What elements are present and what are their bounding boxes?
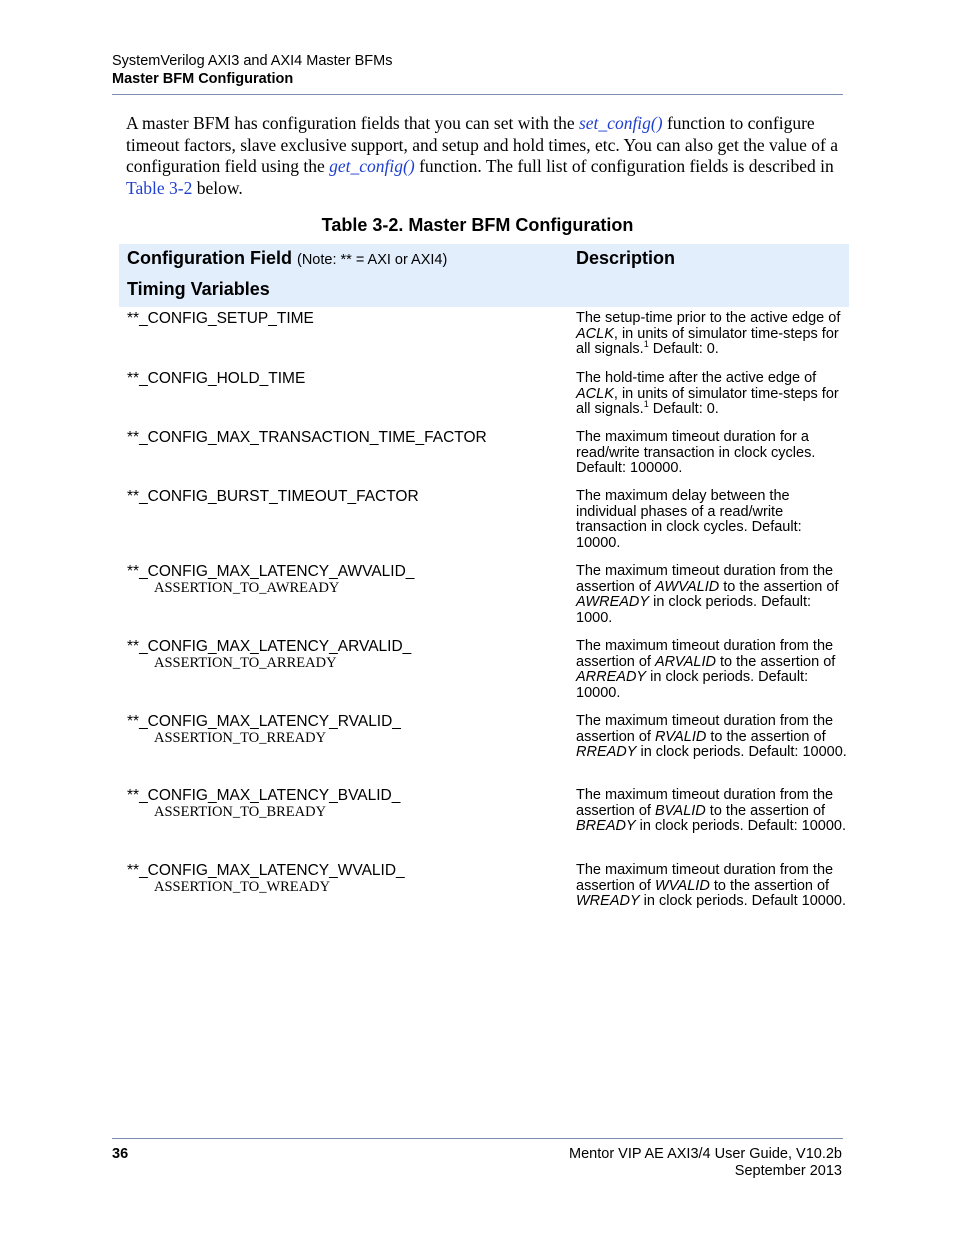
signal-name: RREADY	[576, 744, 637, 761]
footer-divider	[112, 1138, 843, 1139]
description-text: to the assertion of	[716, 653, 836, 670]
footnote-marker: 1	[643, 339, 649, 350]
signal-name: AWVALID	[655, 578, 720, 595]
set-config-link[interactable]: set_config()	[578, 113, 663, 133]
config-field-name-part2: ASSERTION_TO_BREADY	[154, 804, 327, 820]
intro-text: below.	[192, 177, 243, 198]
column-header-field	[127, 248, 447, 269]
description-text: in clock periods. Default: 10000.	[576, 669, 809, 702]
config-field-description	[576, 788, 848, 835]
config-field-description	[576, 863, 848, 910]
config-field-name: **_CONFIG_BURST_TIMEOUT_FACTOR	[127, 488, 419, 505]
config-field-name: **_CONFIG_MAX_TRANSACTION_TIME_FACTOR	[127, 429, 487, 446]
config-field-description: The maximum timeout duration for a read/write transaction in clock cycles. Default: 100000.	[576, 429, 816, 477]
config-field-description	[576, 564, 848, 627]
config-field-name	[127, 788, 400, 821]
intro-text: function. The full list of configuration fields is described in	[414, 156, 834, 177]
description-text: The maximum timeout duration from the assertion of	[576, 563, 834, 595]
header-chapter-title: SystemVerilog AXI3 and AXI4 Master BFMs	[112, 53, 393, 69]
config-field-name: **_CONFIG_HOLD_TIME	[127, 370, 306, 387]
config-field-name-part1: **_CONFIG_MAX_LATENCY_RVALID_	[127, 713, 401, 730]
signal-name: WREADY	[576, 893, 640, 910]
column-header-note: (Note: ** = AXI or AXI4)	[297, 252, 448, 268]
config-field-description	[576, 714, 848, 761]
description-text: The maximum timeout duration from the assertion of	[576, 713, 834, 745]
intro-text: A master BFM has configuration fields that you can set with the	[126, 113, 579, 133]
table-header	[119, 244, 849, 307]
config-field-name-part2: ASSERTION_TO_WREADY	[154, 879, 331, 895]
signal-name: RVALID	[655, 728, 707, 745]
group-heading-timing: Timing Variables	[127, 279, 270, 299]
description-text: The hold-time after the active edge of	[576, 370, 817, 386]
description-text: The maximum timeout duration from the assertion of	[576, 638, 834, 670]
config-field-name-part1: **_CONFIG_MAX_LATENCY_AWVALID_	[127, 563, 415, 580]
description-text: Default: 0.	[648, 401, 719, 418]
config-field-name	[127, 639, 411, 672]
description-text: The maximum timeout duration from the assertion of	[576, 862, 834, 894]
header-section-title: Master BFM Configuration	[112, 71, 294, 87]
guide-title: Mentor VIP AE AXI3/4 User Guide, V10.2b	[569, 1146, 842, 1162]
column-header-description: Description	[576, 248, 676, 268]
description-text: to the assertion of	[706, 728, 826, 745]
description-text: The setup-time prior to the active edge of	[576, 310, 841, 326]
footer-info	[569, 1146, 842, 1179]
config-field-description	[576, 371, 848, 418]
signal-name: ARREADY	[576, 669, 647, 686]
signal-name: AWREADY	[576, 594, 650, 611]
signal-name: WVALID	[655, 877, 710, 894]
page-number: 36	[112, 1146, 129, 1162]
header-divider	[112, 94, 843, 95]
description-text: Default: 0.	[648, 341, 719, 358]
description-text: in clock periods. Default: 10000.	[635, 818, 847, 835]
intro-paragraph	[126, 113, 841, 199]
intro-text: function to configure timeout factors, slave exclusive support, and setup and hold times, etc. You can also get the value of a configuration field using the	[126, 113, 838, 177]
config-field-description: The maximum delay between the individual phases of a read/write transaction in clock cycles. Default: 10000.	[576, 488, 802, 552]
description-text: to the assertion of	[719, 578, 839, 595]
config-field-name-part2: ASSERTION_TO_RREADY	[154, 730, 327, 746]
get-config-link[interactable]: get_config()	[329, 156, 415, 177]
signal-name: ARVALID	[655, 653, 716, 670]
config-field-name-part2: ASSERTION_TO_AWREADY	[154, 580, 340, 596]
description-text: to the assertion of	[709, 877, 830, 894]
description-text: in clock periods. Default: 1000.	[576, 594, 812, 627]
config-field-name: **_CONFIG_SETUP_TIME	[127, 310, 314, 327]
config-field-description	[576, 639, 848, 702]
table-caption: Table 3-2. Master BFM Configuration	[321, 215, 634, 235]
table-reference-link[interactable]: Table 3-2	[126, 177, 193, 198]
footnote-marker: 1	[643, 399, 649, 410]
config-field-name-part2: ASSERTION_TO_ARREADY	[154, 655, 337, 671]
config-field-name	[127, 564, 414, 597]
signal-name: BREADY	[576, 818, 636, 835]
signal-name: ACLK	[576, 385, 614, 402]
signal-name: ACLK	[576, 325, 614, 342]
description-text: to the assertion of	[705, 802, 826, 819]
description-text: in clock periods. Default 10000.	[639, 893, 846, 910]
config-field-description	[576, 311, 848, 358]
config-field-name-part1: **_CONFIG_MAX_LATENCY_BVALID_	[127, 787, 401, 804]
running-header	[112, 52, 843, 88]
publication-date: September 2013	[734, 1162, 842, 1179]
description-text: in clock periods. Default: 10000.	[636, 744, 847, 761]
signal-name: BVALID	[655, 802, 706, 819]
column-header-field-label: Configuration Field	[127, 248, 292, 268]
description-text: , in units of simulator time-steps for all signals.	[576, 385, 839, 418]
config-field-name	[127, 863, 405, 896]
config-field-name-part1: **_CONFIG_MAX_LATENCY_ARVALID_	[127, 638, 412, 655]
config-field-name	[127, 714, 401, 747]
description-text: The maximum timeout duration from the assertion of	[576, 787, 834, 819]
config-field-name-part1: **_CONFIG_MAX_LATENCY_WVALID_	[127, 862, 405, 879]
description-text: , in units of simulator time-steps for all signals.	[576, 325, 839, 358]
